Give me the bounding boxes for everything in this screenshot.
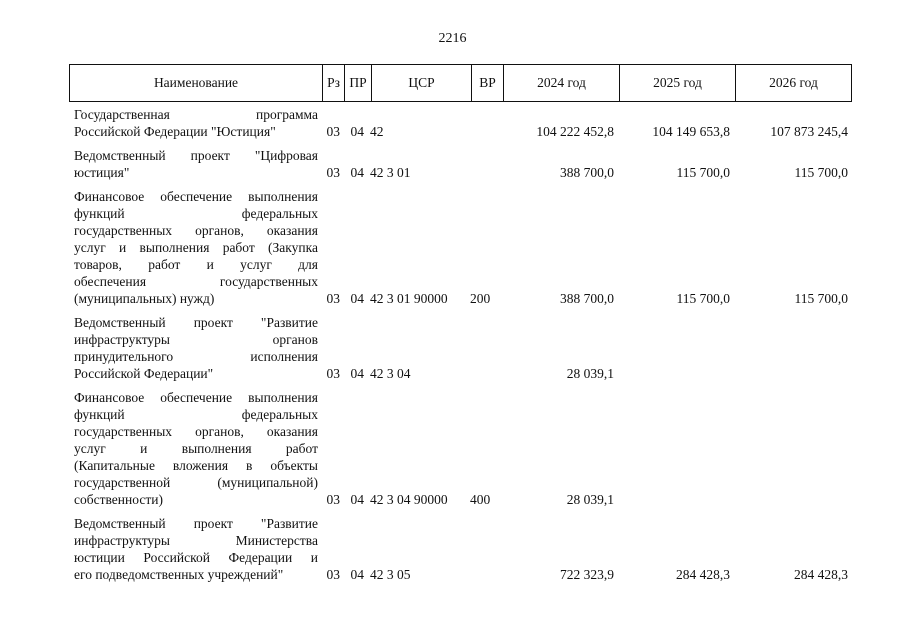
row-name-line: обеспечения государственных bbox=[74, 274, 318, 289]
table-row bbox=[69, 515, 851, 583]
table-row bbox=[69, 188, 851, 307]
column-header-csr: ЦСР bbox=[372, 65, 472, 102]
row-name-line: Ведомственный проект "Цифровая bbox=[74, 148, 318, 163]
page-number: 2216 bbox=[438, 31, 467, 46]
table-header bbox=[69, 64, 852, 102]
row-name-line: услуг и выполнения работ bbox=[74, 441, 318, 456]
row-csr: 42 3 05 bbox=[370, 567, 411, 582]
row-pr: 04 bbox=[350, 165, 364, 180]
row-value-2026: 115 700,0 bbox=[794, 291, 848, 306]
row-rz: 03 bbox=[326, 567, 340, 582]
row-rz: 03 bbox=[326, 366, 340, 381]
row-rz: 03 bbox=[326, 124, 340, 139]
row-value-2024: 28 039,1 bbox=[566, 492, 614, 507]
row-name bbox=[69, 188, 318, 307]
row-rz: 03 bbox=[326, 291, 340, 306]
row-vr: 200 bbox=[470, 291, 491, 306]
row-name-line: Государственная программа bbox=[74, 107, 318, 122]
row-name bbox=[69, 314, 318, 382]
row-name-line: Ведомственный проект "Развитие bbox=[74, 516, 318, 531]
row-name-line: Финансовое обеспечение выполнения bbox=[74, 189, 318, 204]
row-csr: 42 3 01 90000 bbox=[370, 291, 448, 306]
row-name-line: Российской Федерации" bbox=[74, 366, 214, 381]
row-name-line: товаров, работ и услуг для bbox=[74, 257, 318, 272]
row-name-line: (муниципальных) нужд) bbox=[74, 291, 215, 306]
row-vr: 400 bbox=[470, 492, 491, 507]
table-row bbox=[69, 389, 851, 508]
row-name-line: функций федеральных bbox=[74, 407, 318, 422]
row-name-line: государственных органов, оказания bbox=[74, 223, 318, 238]
row-name-line: функций федеральных bbox=[74, 206, 318, 221]
row-value-2024: 388 700,0 bbox=[560, 291, 614, 306]
row-value-2025: 115 700,0 bbox=[676, 165, 730, 180]
row-value-2024: 388 700,0 bbox=[560, 165, 614, 180]
row-value-2024: 28 039,1 bbox=[566, 366, 614, 381]
row-csr: 42 3 04 bbox=[370, 366, 411, 381]
row-csr: 42 bbox=[370, 124, 384, 139]
row-value-2024: 722 323,9 bbox=[560, 567, 614, 582]
row-pr: 04 bbox=[350, 124, 364, 139]
row-name-line: государственных органов, оказания bbox=[74, 424, 318, 439]
row-name-line: собственности) bbox=[74, 492, 163, 507]
row-value-2025: 284 428,3 bbox=[676, 567, 730, 582]
row-name-line: Российской Федерации "Юстиция" bbox=[74, 124, 276, 139]
row-value-2025: 115 700,0 bbox=[676, 291, 730, 306]
row-name-line: юстиции Российской Федерации и bbox=[74, 550, 318, 565]
column-header-name: Наименование bbox=[70, 65, 323, 102]
row-name-line: государственной (муниципальной) bbox=[74, 475, 318, 490]
row-pr: 04 bbox=[350, 366, 364, 381]
row-rz: 03 bbox=[326, 492, 340, 507]
row-value-2025: 104 149 653,8 bbox=[652, 124, 730, 139]
row-pr: 04 bbox=[350, 291, 364, 306]
column-header-rz: Рз bbox=[323, 65, 345, 102]
row-name-line: Ведомственный проект "Развитие bbox=[74, 315, 318, 330]
row-name-line: услуг и выполнения работ (Закупка bbox=[74, 240, 318, 255]
row-name-line: Финансовое обеспечение выполнения bbox=[74, 390, 318, 405]
row-value-2026: 115 700,0 bbox=[794, 165, 848, 180]
row-value-2026: 107 873 245,4 bbox=[770, 124, 848, 139]
row-name bbox=[69, 106, 318, 140]
row-name-line: (Капитальные вложения в объекты bbox=[74, 458, 318, 473]
row-csr: 42 3 04 90000 bbox=[370, 492, 448, 507]
row-name-line: инфраструктуры органов bbox=[74, 332, 318, 347]
table-row bbox=[69, 147, 851, 181]
row-rz: 03 bbox=[326, 165, 340, 180]
column-header-vr: ВР bbox=[472, 65, 504, 102]
row-name bbox=[69, 147, 318, 181]
row-name-line: принудительного исполнения bbox=[74, 349, 318, 364]
row-name-line: его подведомственных учреждений" bbox=[74, 567, 284, 582]
table-body bbox=[69, 106, 851, 590]
column-header-2024: 2024 год bbox=[504, 65, 620, 102]
row-pr: 04 bbox=[350, 492, 364, 507]
column-header-2026: 2026 год bbox=[736, 65, 852, 102]
row-csr: 42 3 01 bbox=[370, 165, 411, 180]
table-row bbox=[69, 314, 851, 382]
column-header-pr: ПР bbox=[345, 65, 372, 102]
row-pr: 04 bbox=[350, 567, 364, 582]
row-value-2024: 104 222 452,8 bbox=[536, 124, 614, 139]
column-header-2025: 2025 год bbox=[620, 65, 736, 102]
row-name-line: инфраструктуры Министерства bbox=[74, 533, 318, 548]
row-name bbox=[69, 389, 318, 508]
table-row bbox=[69, 106, 851, 140]
row-name bbox=[69, 515, 318, 583]
row-name-line: юстиция" bbox=[74, 165, 130, 180]
row-value-2026: 284 428,3 bbox=[794, 567, 848, 582]
